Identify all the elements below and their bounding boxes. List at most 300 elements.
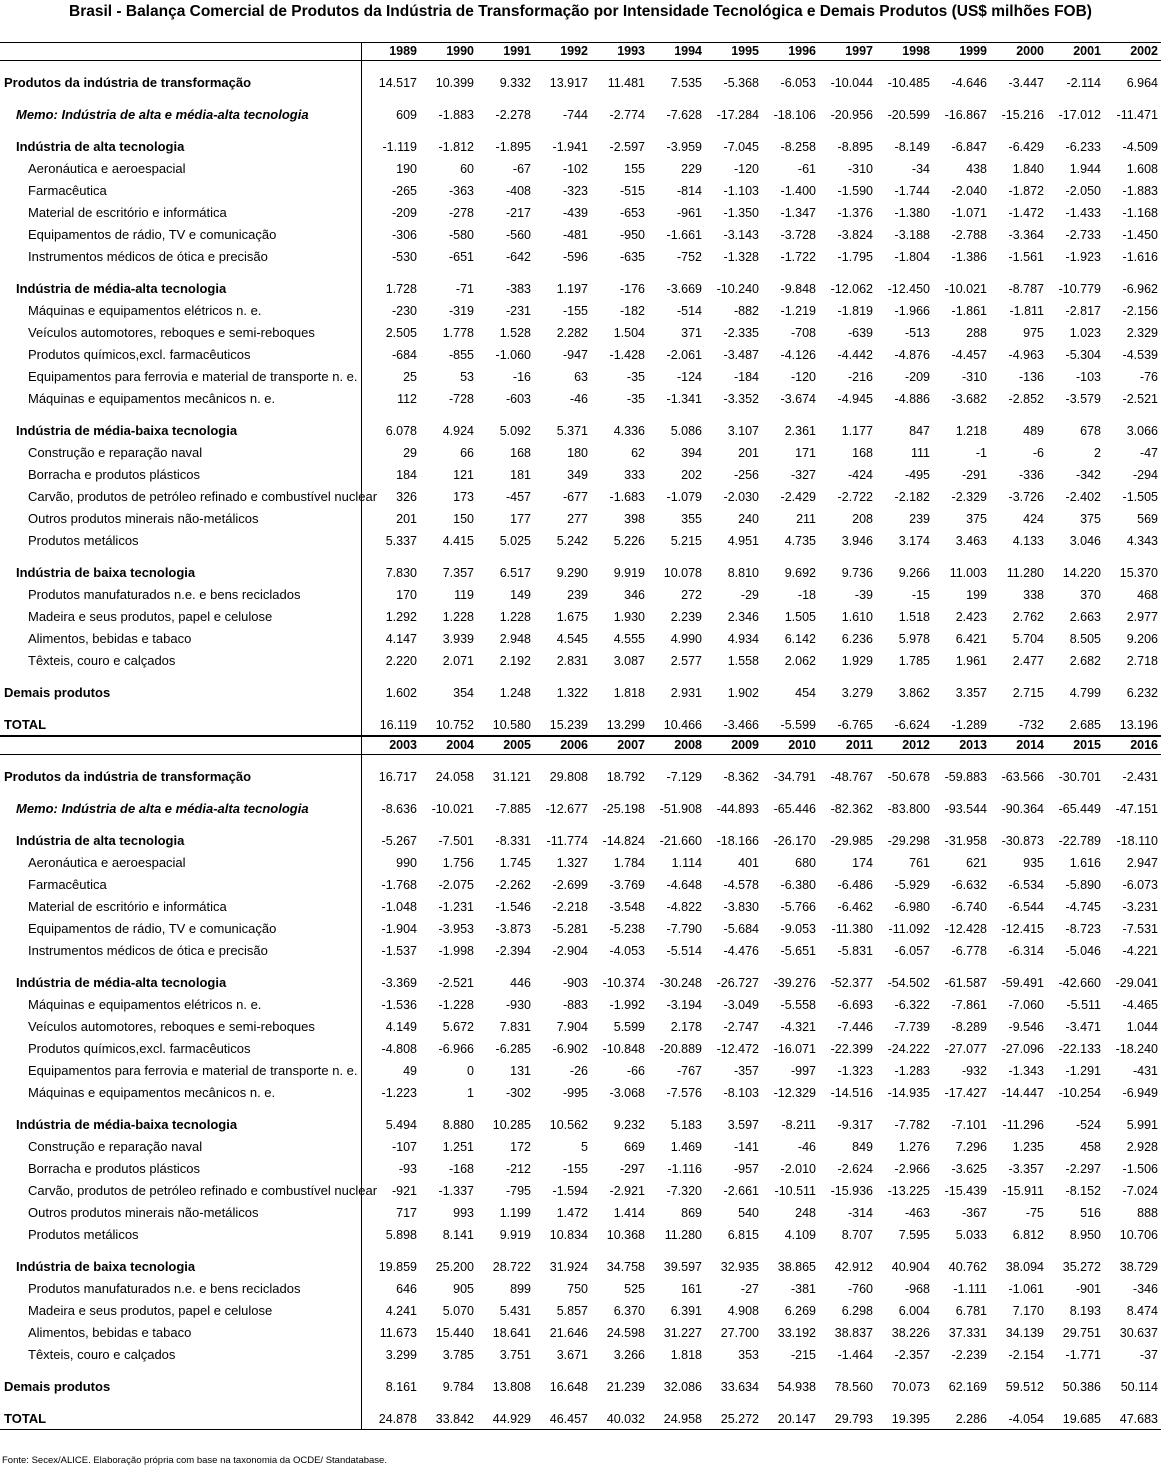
value-cell: 2.831 <box>556 654 588 668</box>
value-cell: -16.071 <box>773 1042 816 1056</box>
row-label: Construção e reparação naval <box>0 441 362 463</box>
value-cell: -4.876 <box>894 348 930 362</box>
value-cell: 1.818 <box>670 1348 702 1362</box>
value-cell: 201 <box>396 512 417 526</box>
value-cell: -3.049 <box>723 998 759 1012</box>
value-cell: 3.279 <box>841 686 873 700</box>
value-cell: -1.883 <box>438 108 474 122</box>
value-cell: -5.890 <box>1065 878 1101 892</box>
value-cell: 6.370 <box>613 1304 645 1318</box>
value-cell: 5.086 <box>670 424 702 438</box>
value-cell: 1.518 <box>898 610 930 624</box>
value-cell: -6.322 <box>894 998 930 1012</box>
value-cell: 11.280 <box>664 1228 702 1242</box>
value-cell: -997 <box>790 1064 816 1078</box>
value-cell: -2.904 <box>552 944 588 958</box>
value-cell: -2.921 <box>609 1184 645 1198</box>
value-cell: -6.632 <box>951 878 987 892</box>
value-cell: 3.939 <box>442 632 474 646</box>
value-cell: -677 <box>562 490 588 504</box>
row-label: Demais produtos <box>0 671 362 703</box>
value-cell: 2.286 <box>955 1412 987 1426</box>
value-cell: -102 <box>562 162 588 176</box>
value-cell: -52.377 <box>830 976 873 990</box>
value-cell: 31.227 <box>663 1326 702 1340</box>
value-cell: 32.086 <box>663 1380 702 1394</box>
year-header-cell: 2016 <box>1130 738 1158 752</box>
row-label: Farmacêutica <box>0 873 362 895</box>
value-cell: -481 <box>562 228 588 242</box>
value-cell: -44.893 <box>716 802 759 816</box>
value-cell: -141 <box>733 1140 759 1154</box>
value-cell: -93 <box>398 1162 417 1176</box>
value-cell: -8.787 <box>1008 282 1044 296</box>
value-cell: -1.992 <box>609 998 645 1012</box>
value-cell: 54.938 <box>777 1380 816 1394</box>
value-cell: -310 <box>847 162 873 176</box>
value-cell: -4.457 <box>951 348 987 362</box>
value-cell: 1.235 <box>1012 1140 1044 1154</box>
value-cell: 1.292 <box>385 610 417 624</box>
value-cell: -6 <box>1032 446 1044 460</box>
value-cell: -7.790 <box>666 922 702 936</box>
value-cell: -47.151 <box>1115 802 1158 816</box>
value-cell: 717 <box>396 1206 417 1220</box>
value-cell: -2.394 <box>495 944 531 958</box>
value-cell: -513 <box>904 326 930 340</box>
value-cell: 11.280 <box>1006 566 1044 580</box>
value-cell: -12.415 <box>1001 922 1044 936</box>
value-cell: 38.226 <box>891 1326 930 1340</box>
value-cell: 669 <box>624 1140 645 1154</box>
value-cell: -65.446 <box>773 802 816 816</box>
value-cell: -515 <box>619 184 645 198</box>
value-cell: -7.531 <box>1122 922 1158 936</box>
value-cell: -4.321 <box>780 1020 816 1034</box>
value-cell: 750 <box>567 1282 588 1296</box>
value-cell: -3.068 <box>609 1086 645 1100</box>
value-cell: 10.580 <box>492 718 531 732</box>
header-label-cell <box>0 737 362 754</box>
value-cell: -8.331 <box>495 834 531 848</box>
value-cell: 168 <box>852 446 873 460</box>
value-cell: 174 <box>852 856 873 870</box>
value-cell: 3.299 <box>385 1348 417 1362</box>
value-cell: 5.494 <box>385 1118 417 1132</box>
value-cell: 38.094 <box>1005 1260 1044 1274</box>
value-cell: 62.169 <box>948 1380 987 1394</box>
value-cell: 172 <box>510 1140 531 1154</box>
value-cell: 5 <box>581 1140 588 1154</box>
value-cell: 111 <box>910 446 930 460</box>
value-cell: -5.238 <box>609 922 645 936</box>
value-cell: -176 <box>619 282 645 296</box>
value-cell: -1.380 <box>894 206 930 220</box>
value-cell: 4.147 <box>385 632 417 646</box>
value-cell: -6.380 <box>780 878 816 892</box>
value-cell: 4.735 <box>784 534 816 548</box>
value-cell: -457 <box>505 490 531 504</box>
value-cell: -71 <box>455 282 474 296</box>
value-cell: -5.267 <box>381 834 417 848</box>
year-header-cell: 1996 <box>788 44 816 58</box>
value-cell: 375 <box>1080 512 1101 526</box>
row-label: Indústria de alta tecnologia <box>0 819 362 851</box>
value-cell: -1.289 <box>951 718 987 732</box>
value-cell: -495 <box>904 468 930 482</box>
value-cell: -12.677 <box>545 802 588 816</box>
value-cell: 4.109 <box>784 1228 816 1242</box>
value-cell: 2 <box>1094 446 1101 460</box>
value-cell: -1.536 <box>381 998 417 1012</box>
value-cell: 38.837 <box>834 1326 873 1340</box>
value-cell: 5.070 <box>442 1304 474 1318</box>
value-cell: -15.911 <box>1002 1184 1044 1198</box>
value-cell: -4.442 <box>837 348 873 362</box>
value-cell: 3.751 <box>499 1348 531 1362</box>
row-label: TOTAL <box>0 703 362 735</box>
value-cell: 569 <box>1137 512 1158 526</box>
value-cell: 371 <box>681 326 702 340</box>
value-cell: -530 <box>391 250 417 264</box>
table-row <box>0 1157 1161 1179</box>
table-row <box>0 1081 1161 1103</box>
value-cell: -1.376 <box>837 206 873 220</box>
value-cell: 4.133 <box>1012 534 1044 548</box>
value-cell: -76 <box>1139 370 1158 384</box>
value-cell: -12.062 <box>830 282 873 296</box>
value-cell: 33.634 <box>720 1380 759 1394</box>
year-header-row <box>0 736 1161 755</box>
value-cell: -48.767 <box>830 770 873 784</box>
value-cell: 59.512 <box>1005 1380 1044 1394</box>
value-cell: 42.912 <box>834 1260 873 1274</box>
value-cell: -65.449 <box>1058 802 1101 816</box>
value-cell: 4.241 <box>385 1304 417 1318</box>
value-cell: 248 <box>795 1206 816 1220</box>
table-row <box>0 321 1161 343</box>
year-header-cell: 2011 <box>845 738 873 752</box>
value-cell: -1.433 <box>1065 206 1101 220</box>
value-cell: -314 <box>847 1206 873 1220</box>
value-cell: 173 <box>453 490 474 504</box>
value-cell: -1.231 <box>438 900 474 914</box>
value-cell: 7.357 <box>442 566 474 580</box>
row-label: Memo: Indústria de alta e média-alta tecnologia <box>0 787 362 819</box>
header-label-cell <box>0 43 362 60</box>
value-cell: -11.774 <box>546 834 588 848</box>
table-row <box>0 703 1161 736</box>
value-cell: 121 <box>453 468 474 482</box>
value-cell: 180 <box>567 446 588 460</box>
value-cell: -302 <box>505 1086 531 1100</box>
value-cell: -6.902 <box>552 1042 588 1056</box>
value-cell: -6.693 <box>837 998 873 1012</box>
value-cell: -3.959 <box>666 140 702 154</box>
value-cell: 398 <box>624 512 645 526</box>
value-cell: 46.457 <box>549 1412 588 1426</box>
value-cell: 1.675 <box>556 610 588 624</box>
value-cell: 1.610 <box>841 610 873 624</box>
value-cell: -20.889 <box>659 1042 702 1056</box>
table-row <box>0 851 1161 873</box>
value-cell: -1.546 <box>495 900 531 914</box>
value-cell: -2.278 <box>495 108 531 122</box>
value-cell: -2.521 <box>438 976 474 990</box>
value-cell: 1.558 <box>727 654 759 668</box>
value-cell: -265 <box>391 184 417 198</box>
table-row <box>0 1015 1161 1037</box>
value-cell: 2.685 <box>1069 718 1101 732</box>
value-cell: -639 <box>847 326 873 340</box>
value-cell: 15.239 <box>549 718 588 732</box>
value-cell: 6.298 <box>841 1304 873 1318</box>
value-cell: -6.980 <box>894 900 930 914</box>
value-cell: 6.517 <box>499 566 531 580</box>
value-cell: -124 <box>676 370 702 384</box>
value-cell: -2.661 <box>723 1184 759 1198</box>
value-cell: 353 <box>738 1348 759 1362</box>
table-row <box>0 1037 1161 1059</box>
value-cell: 6.269 <box>784 1304 816 1318</box>
value-cell: 326 <box>396 490 417 504</box>
table-row <box>0 649 1161 671</box>
table-row <box>0 409 1161 441</box>
value-cell: -2.030 <box>723 490 759 504</box>
value-cell: -215 <box>790 1348 816 1362</box>
table-row <box>0 671 1161 703</box>
value-cell: -1.228 <box>438 998 474 1012</box>
value-cell: 9.266 <box>898 566 930 580</box>
value-cell: 8.880 <box>442 1118 474 1132</box>
value-cell: 10.706 <box>1119 1228 1158 1242</box>
value-cell: 6.812 <box>1012 1228 1044 1242</box>
value-cell: -10.848 <box>602 1042 645 1056</box>
value-cell: 33.192 <box>777 1326 816 1340</box>
value-cell: -15.439 <box>944 1184 987 1198</box>
value-cell: 277 <box>567 512 588 526</box>
year-header-cell: 2012 <box>902 738 930 752</box>
value-cell: 7.535 <box>670 76 702 90</box>
row-label: Outros produtos minerais não-metálicos <box>0 1201 362 1223</box>
value-cell: -82.362 <box>830 802 873 816</box>
year-header-cell: 2010 <box>788 738 816 752</box>
row-label: Indústria de média-alta tecnologia <box>0 267 362 299</box>
value-cell: 19.859 <box>378 1260 417 1274</box>
value-cell: -59.883 <box>944 770 987 784</box>
value-cell: 8.810 <box>727 566 759 580</box>
value-cell: -1.428 <box>609 348 645 362</box>
value-cell: -346 <box>1132 1282 1158 1296</box>
value-cell: 5.672 <box>442 1020 474 1034</box>
value-cell: -50.678 <box>887 770 930 784</box>
value-cell: 849 <box>852 1140 873 1154</box>
value-cell: -230 <box>391 304 417 318</box>
year-header-cell: 2005 <box>503 738 531 752</box>
value-cell: 155 <box>624 162 645 176</box>
value-cell: -4.509 <box>1122 140 1158 154</box>
value-cell: -22.399 <box>830 1042 873 1056</box>
value-cell: 20.147 <box>777 1412 816 1426</box>
value-cell: -12.428 <box>944 922 987 936</box>
value-cell: 229 <box>681 162 702 176</box>
value-cell: -5.558 <box>780 998 816 1012</box>
value-cell: -3.726 <box>1008 490 1044 504</box>
value-cell: -708 <box>790 326 816 340</box>
value-cell: -684 <box>391 348 417 362</box>
value-cell: -20.956 <box>830 108 873 122</box>
value-cell: -4.745 <box>1065 900 1101 914</box>
value-cell: 1.248 <box>499 686 531 700</box>
value-cell: -15.216 <box>1001 108 1044 122</box>
value-cell: 4.336 <box>613 424 645 438</box>
value-cell: -2.050 <box>1065 184 1101 198</box>
value-cell: 5.599 <box>613 1020 645 1034</box>
value-cell: 1.414 <box>613 1206 645 1220</box>
value-cell: 1.469 <box>670 1140 702 1154</box>
value-cell: -336 <box>1018 468 1044 482</box>
value-cell: 240 <box>738 512 759 526</box>
table-row <box>0 1321 1161 1343</box>
value-cell: 4.799 <box>1069 686 1101 700</box>
value-cell: 1.177 <box>841 424 873 438</box>
value-cell: -6.073 <box>1122 878 1158 892</box>
value-cell: -8.289 <box>951 1020 987 1034</box>
value-cell: -383 <box>505 282 531 296</box>
value-cell: -10.374 <box>602 976 645 990</box>
value-cell: 4.908 <box>727 1304 759 1318</box>
value-cell: -61 <box>797 162 816 176</box>
value-cell: 16.648 <box>549 1380 588 1394</box>
value-cell: 4.415 <box>442 534 474 548</box>
value-cell: 78.560 <box>834 1380 873 1394</box>
value-cell: 3.785 <box>442 1348 474 1362</box>
value-cell: 13.808 <box>492 1380 531 1394</box>
table-row <box>0 267 1161 299</box>
value-cell: 37.331 <box>948 1326 987 1340</box>
value-cell: 25.272 <box>720 1412 759 1426</box>
value-cell: -7.446 <box>837 1020 873 1034</box>
row-label: Equipamentos de rádio, TV e comunicação <box>0 223 362 245</box>
value-cell: -46 <box>569 392 588 406</box>
value-cell: -1.450 <box>1122 228 1158 242</box>
value-cell: 899 <box>510 1282 531 1296</box>
value-cell: -29.985 <box>830 834 873 848</box>
value-cell: -184 <box>733 370 759 384</box>
value-cell: -4.945 <box>837 392 873 406</box>
value-cell: 1.327 <box>556 856 588 870</box>
value-cell: 1.228 <box>442 610 474 624</box>
row-label: Construção e reparação naval <box>0 1135 362 1157</box>
value-cell: -6.233 <box>1065 140 1101 154</box>
value-cell: -1.048 <box>381 900 417 914</box>
value-cell: 370 <box>1080 588 1101 602</box>
row-label: Equipamentos para ferrovia e material de transporte n. e. <box>0 365 362 387</box>
value-cell: 446 <box>510 976 531 990</box>
value-cell: 1.044 <box>1126 1020 1158 1034</box>
value-cell: 8.474 <box>1126 1304 1158 1318</box>
value-cell: 10.285 <box>492 1118 531 1132</box>
value-cell: -580 <box>448 228 474 242</box>
value-cell: 1.745 <box>499 856 531 870</box>
value-cell: -10.511 <box>774 1184 816 1198</box>
table-row <box>0 961 1161 993</box>
value-cell: -17.284 <box>716 108 759 122</box>
value-cell: -29.041 <box>1115 976 1158 990</box>
value-cell: -6.314 <box>1008 944 1044 958</box>
value-cell: -17.427 <box>944 1086 987 1100</box>
value-cell: 6.815 <box>727 1228 759 1242</box>
value-cell: -3.669 <box>666 282 702 296</box>
value-cell: -1.722 <box>780 250 816 264</box>
value-cell: 6.142 <box>784 632 816 646</box>
value-cell: -2.431 <box>1122 770 1158 784</box>
value-cell: -31.958 <box>944 834 987 848</box>
value-cell: 346 <box>624 588 645 602</box>
value-cell: -297 <box>619 1162 645 1176</box>
value-cell: 199 <box>966 588 987 602</box>
value-cell: 201 <box>738 446 759 460</box>
value-cell: -968 <box>904 1282 930 1296</box>
table-row <box>0 551 1161 583</box>
year-header-cell: 2006 <box>560 738 588 752</box>
value-cell: 14.517 <box>378 76 417 90</box>
table-row <box>0 463 1161 485</box>
value-cell: 621 <box>966 856 987 870</box>
value-cell: -30.873 <box>1001 834 1044 848</box>
value-cell: 1.251 <box>442 1140 474 1154</box>
value-cell: -30.248 <box>659 976 702 990</box>
value-cell: -728 <box>448 392 474 406</box>
value-cell: -6.966 <box>438 1042 474 1056</box>
value-cell: -34 <box>911 162 930 176</box>
value-cell: 53 <box>460 370 474 384</box>
year-header-cell: 2009 <box>731 738 759 752</box>
value-cell: -216 <box>847 370 873 384</box>
value-cell: -10.021 <box>431 802 474 816</box>
value-cell: -3.579 <box>1065 392 1101 406</box>
value-cell: -217 <box>505 206 531 220</box>
value-cell: 2.977 <box>1126 610 1158 624</box>
value-cell: 21.239 <box>606 1380 645 1394</box>
value-cell: 3.066 <box>1126 424 1158 438</box>
value-cell: -1.060 <box>495 348 531 362</box>
value-cell: -26.727 <box>716 976 759 990</box>
value-cell: -1.350 <box>723 206 759 220</box>
value-cell: -2.075 <box>438 878 474 892</box>
value-cell: 1 <box>467 1086 474 1100</box>
value-cell: 1.756 <box>442 856 474 870</box>
value-cell: -120 <box>790 370 816 384</box>
row-label: Máquinas e equipamentos elétricos n. e. <box>0 993 362 1015</box>
year-header-cell: 2003 <box>389 738 417 752</box>
table-row <box>0 223 1161 245</box>
value-cell: -39.276 <box>773 976 816 990</box>
value-cell: 3.107 <box>727 424 759 438</box>
row-label: Produtos metálicos <box>0 1223 362 1245</box>
value-cell: 2.718 <box>1126 654 1158 668</box>
year-header-cell: 1997 <box>845 44 873 58</box>
value-cell: 5.431 <box>499 1304 531 1318</box>
row-label: Madeira e seus produtos, papel e celulose <box>0 605 362 627</box>
value-cell: -3.447 <box>1008 76 1044 90</box>
value-cell: 239 <box>567 588 588 602</box>
value-cell: -3.369 <box>381 976 417 990</box>
value-cell: -883 <box>562 998 588 1012</box>
value-cell: -439 <box>562 206 588 220</box>
table-row <box>0 1135 1161 1157</box>
value-cell: -2.402 <box>1065 490 1101 504</box>
